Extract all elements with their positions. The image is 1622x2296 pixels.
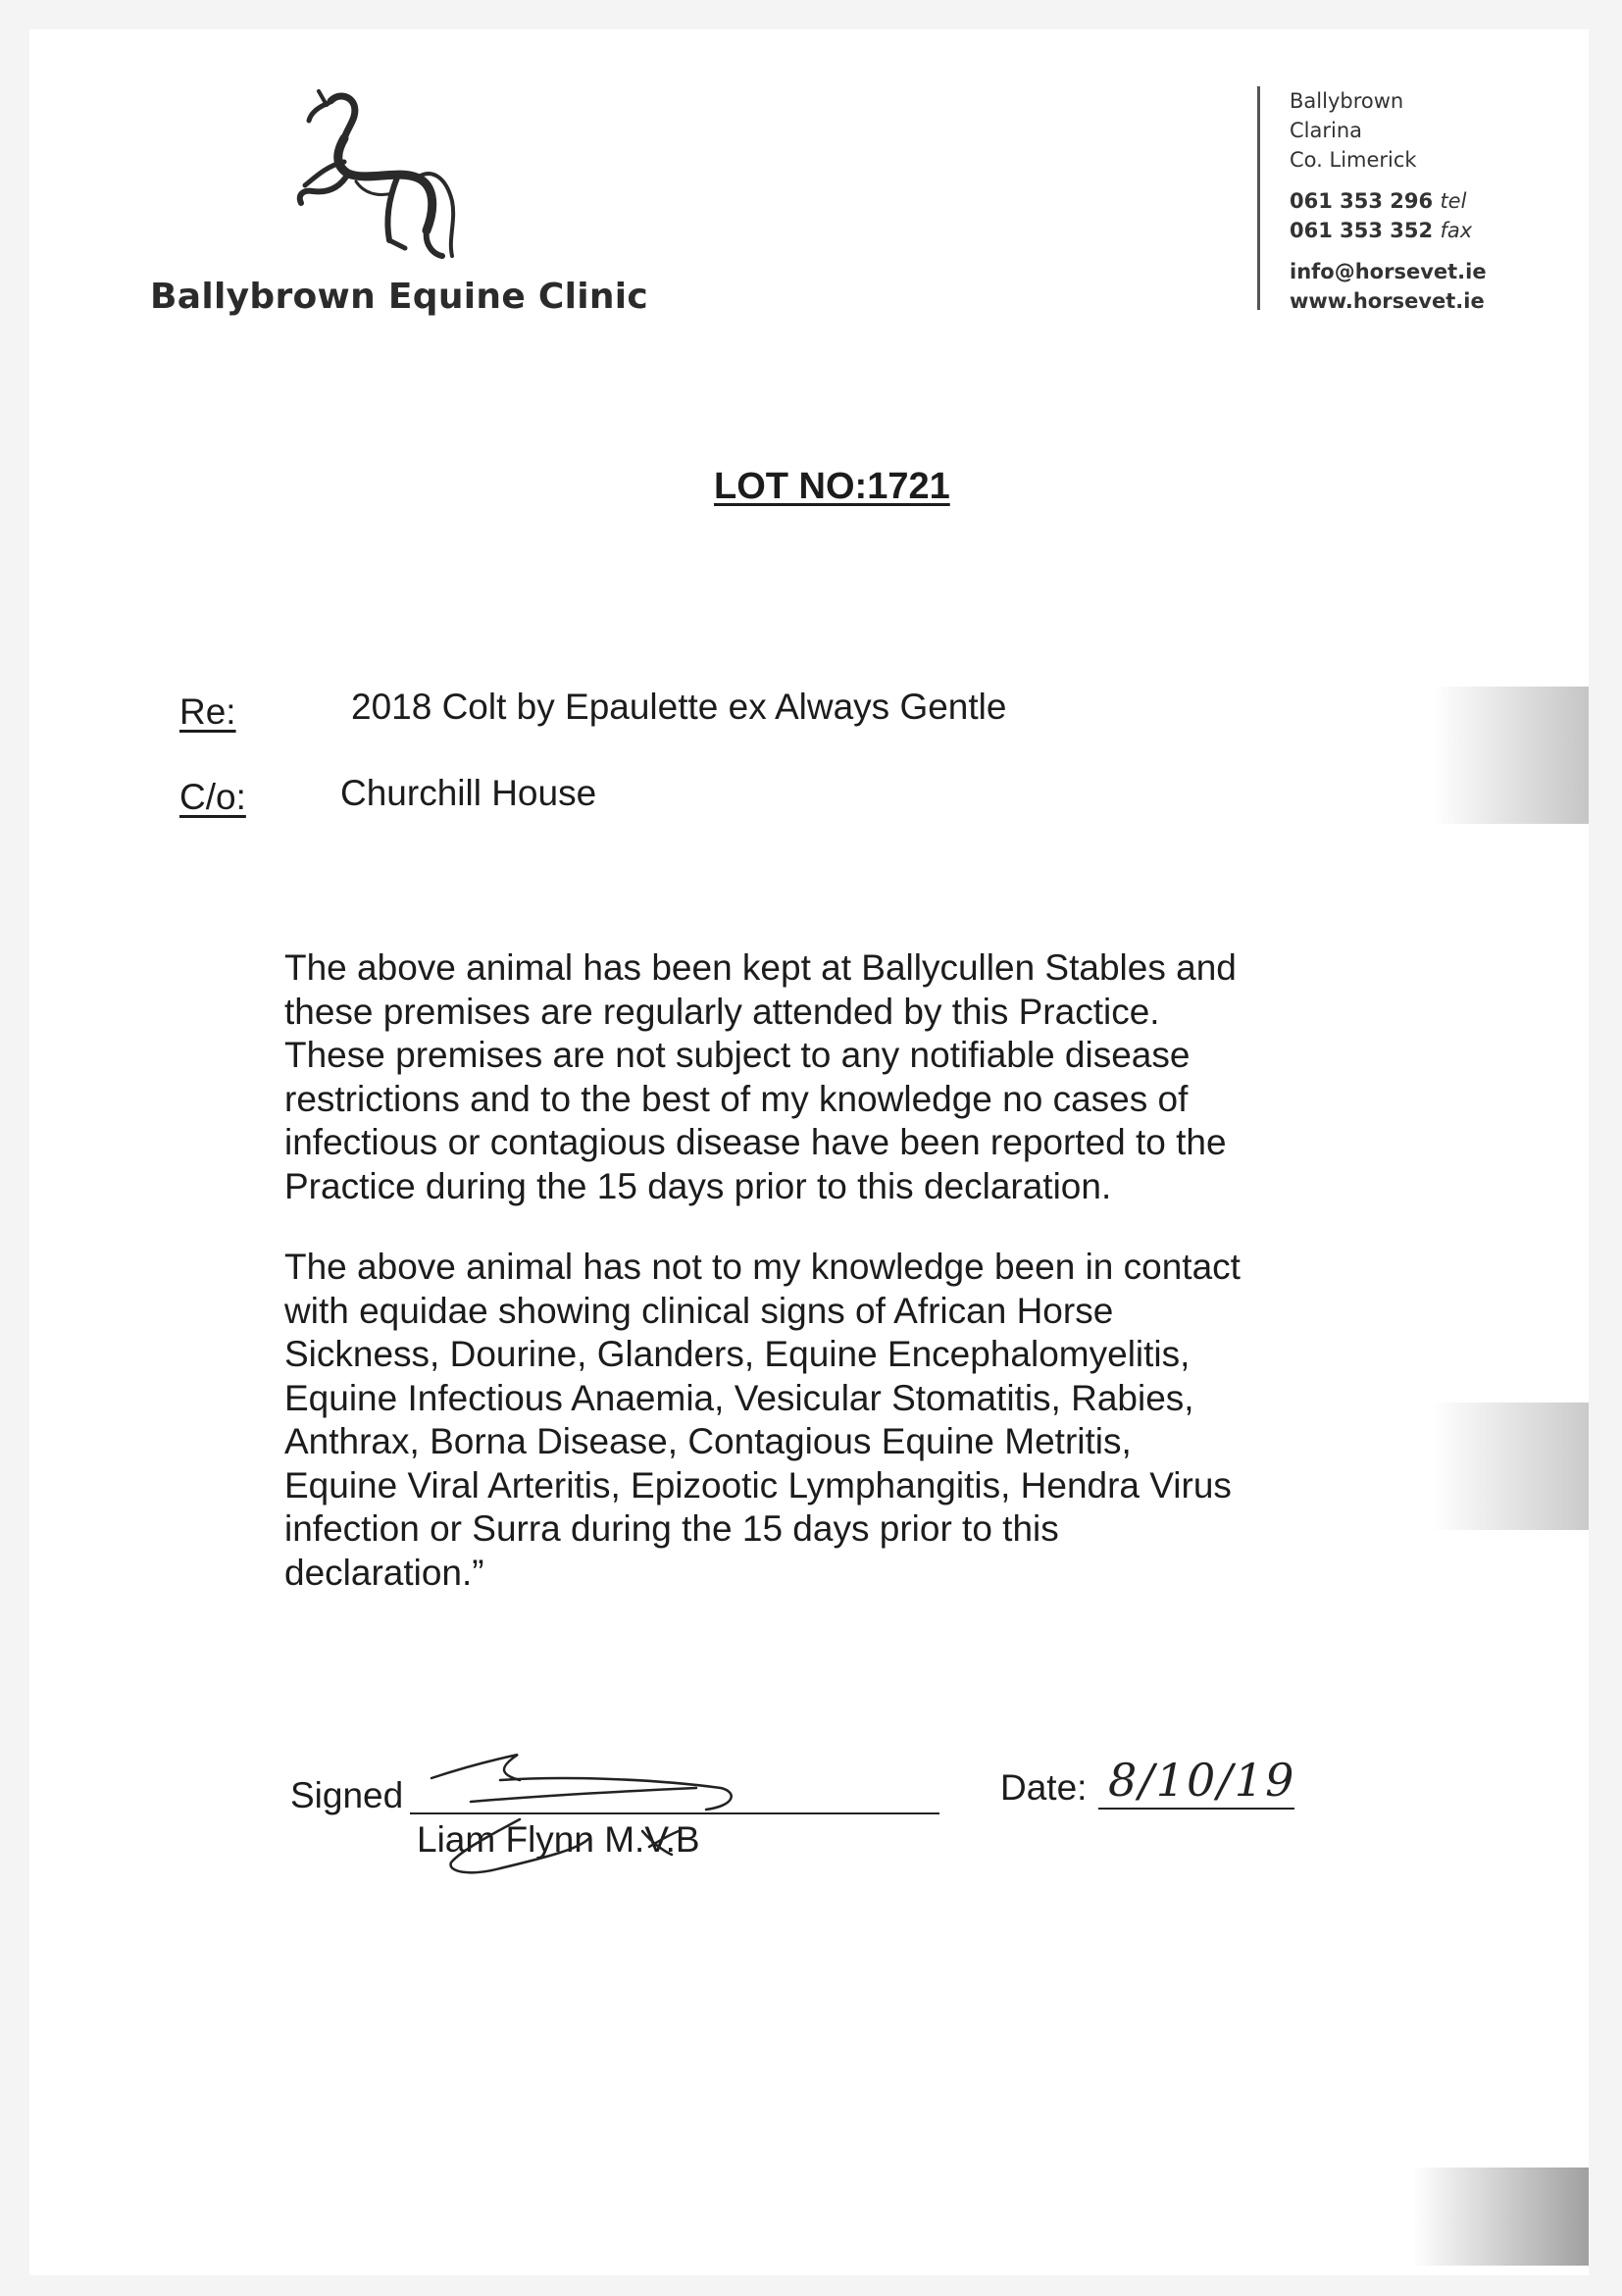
declaration-paragraph-2	[284, 1246, 1324, 1595]
paragraph-line: infection or Surra during the 15 days prior to this	[284, 1508, 1059, 1549]
paragraph-line: Practice during the 15 days prior to this declaration.	[284, 1165, 1112, 1206]
paragraph-line: Anthrax, Borna Disease, Contagious Equine Metritis,	[284, 1421, 1132, 1461]
paragraph-line: these premises are regularly attended by this Practice.	[284, 991, 1160, 1032]
handwritten-date: 8/10/19	[1108, 1754, 1296, 1807]
horse-logo-icon	[279, 83, 466, 270]
paragraph-line: with equidae showing clinical signs of African Horse	[284, 1290, 1114, 1331]
clinic-name: Ballybrown Equine Clinic	[150, 277, 649, 317]
handwritten-signature	[392, 1741, 755, 1898]
tel-number: 061 353 296	[1290, 189, 1434, 213]
email-link[interactable]: info@horsevet.ie	[1290, 260, 1487, 283]
paragraph-line: Equine Viral Arteritis, Epizootic Lymphangitis, Hendra Virus	[284, 1464, 1232, 1505]
paragraph-line: The above animal has not to my knowledge been in contact	[284, 1247, 1241, 1287]
paragraph-line: The above animal has been kept at Ballycullen Stables and	[284, 947, 1237, 988]
paragraph-line: Sickness, Dourine, Glanders, Equine Encephalomyelitis,	[284, 1334, 1191, 1374]
paragraph-line: These premises are not subject to any notifiable disease	[284, 1035, 1191, 1075]
signer-name: Liam Flynn M.V.B	[417, 1819, 700, 1860]
lot-number: LOT NO:1721	[714, 466, 950, 507]
paragraph-line: restrictions and to the best of my knowledge no cases of	[284, 1078, 1189, 1119]
declaration-paragraph-1	[284, 946, 1324, 1208]
fax-label: fax	[1440, 219, 1473, 242]
tel-label: tel	[1440, 189, 1467, 213]
re-label: Re:	[179, 691, 236, 732]
header-divider	[1257, 86, 1260, 310]
date-label: Date:	[1000, 1767, 1088, 1808]
re-value: 2018 Colt by Epaulette ex Always Gentle	[351, 687, 1007, 727]
address-line: Ballybrown	[1290, 89, 1404, 113]
paragraph-line: infectious or contagious disease have been reported to the	[284, 1122, 1227, 1162]
website-link[interactable]: www.horsevet.ie	[1290, 289, 1485, 313]
address-line: Clarina	[1290, 119, 1363, 142]
date-line	[1098, 1808, 1294, 1810]
co-value: Churchill House	[340, 773, 597, 813]
fax-number: 061 353 352	[1290, 219, 1434, 242]
contact-block	[1290, 86, 1487, 316]
fax	[1290, 216, 1487, 245]
address-line: Co. Limerick	[1290, 148, 1417, 172]
telephone	[1290, 186, 1487, 216]
signed-label: Signed	[290, 1775, 404, 1815]
paragraph-line: declaration.”	[284, 1552, 484, 1593]
co-label: C/o:	[179, 777, 246, 817]
paragraph-line: Equine Infectious Anaemia, Vesicular Stomatitis, Rabies,	[284, 1377, 1194, 1418]
